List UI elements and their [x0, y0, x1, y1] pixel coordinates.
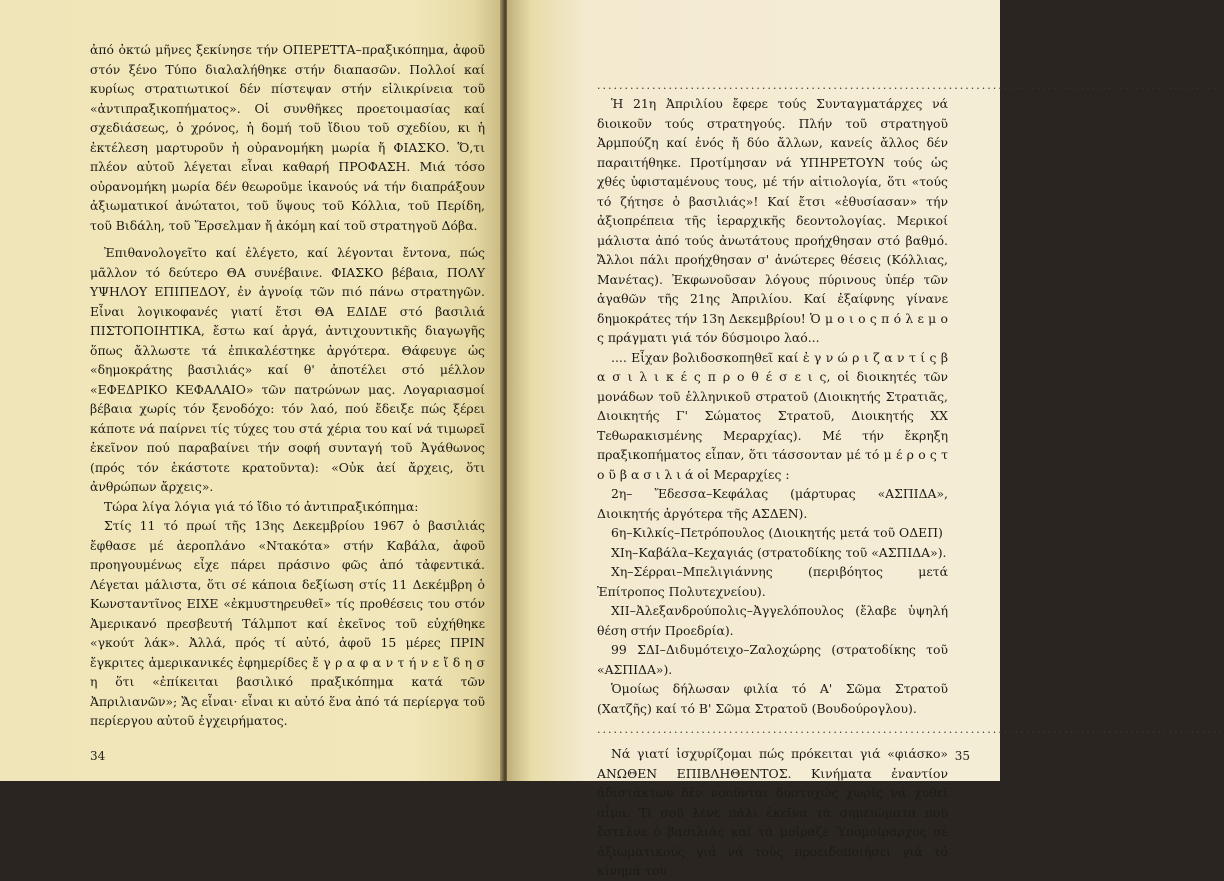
paragraph: Τώρα λίγα λόγια γιά τό ἴδιο τό ἀντιπραξικόπημα: [104, 498, 419, 514]
paragraph: .... Εἶχαν βολιδοσκοπηθεῖ καί ἐ γ ν ώ ρ ι ζ α ν τ ί ς β α σ ι λ ι κ έ ς π ρ ο θ έ σ ε ι ς, οἱ διοικητές τῶν μονάδων τοῦ ἑλληνικοῦ στρατοῦ (Διοικητής Στρατιᾶς, Διοικητής Γ' Σώματος Στρατοῦ, Διοικητής ΧΧ Τεθωρακισμένης Μεραρχίας). Μέ τήν ἔκρηξη πραξικοπήματος εἶπαν, ὅτι τάσσονταν μέ τό μ έ ρ ο ς τ ο ῦ β α σ ι λ ι ά οἱ Μεραρχίες : [597, 349, 948, 482]
dotted-separator: .................................................................................................................. [597, 79, 1224, 92]
paragraph: Ὁμοίως δήλωσαν φιλία τό Α' Σῶμα Στρατοῦ (Χατζῆς) καί τό Β' Σῶμα Στρατοῦ (Βουδούρογλου). [597, 681, 948, 716]
page-number: 35 [954, 749, 970, 763]
division-list-item: 6η–Κιλκίς–Πετρόπουλος (Διοικητής μετά τοῦ ΟΔΕΠ) [611, 525, 943, 540]
page-number: 34 [90, 749, 106, 763]
paragraph: Ἡ 21η Ἀπριλίου ἔφερε τούς Συνταγματάρχες νά διοικοῦν τούς στρατηγούς. Πλήν τοῦ στρατηγοῦ Ἀρμπούζη καί ἑνός ἤ δύο ἄλλων, κανείς ἄλλος δέν παραιτήθηκε. Προτίμησαν νά ΥΠΗΡΕΤΟΥΝ τούς ὡς χθές ὑφισταμένους τους, μέ τήν αἰτιολογία, ὅτι «τούς τό ζήτησε ὁ βασιλιάς»! Καί ἔτσι «ἐθυσίασαν» τήν ἀξιοπρέπεια τῆς ἱεραρχικῆς δεοντολογίας. Μερικοί μάλιστα ἀπό τούς ἀνωτάτους προήχθησαν στό βαθμό. Ἄλλοι πάλι προήχθησαν σ' ἀνώτερες θέσεις (Κόλλιας, Μανέτας). Ἐκφωνοῦσαν λόγους πύρινους ὑπέρ τῶν ἀγαθῶν τῆς 21ης Ἀπριλίου. Καί ἐξαίφνης γίνανε δημοκράτες τήν 13η Δεκεμβρίου! Ὁ μ ο ι ο ς π ό λ ε μ ο ς πράγματι γιά τόν δύσμοιρο λαό... [597, 96, 948, 345]
division-list-item: Χη–Σέρραι–Μπελιγιάννης (περιβόητος μετά Ἐπίτροπος Πολυτεχνείου). [597, 564, 948, 599]
left-page [0, 0, 503, 781]
paragraph: ἀπό ὀκτώ μῆνες ξεκίνησε τήν ΟΠΕΡΕΤΤΑ–πραξικόπημα, ἀφοῦ στόν ξένο Τύπο διαλαλήθηκε στήν διαπασῶν. Πολλοί καί κυρίως στρατιωτικοί δέν πίστεψαν στήν εἰλικρίνεια τοῦ «ἀντιπραξικοπήματος». Οἱ συνθῆκες προετοιμασίας καί σχεδιάσεως, ὁ χρόνος, ἡ δομή τοῦ ἴδιου τοῦ σχεδίου, κι ἡ ἐκτέλεση μαρτυροῦν ἡ οὐρανομήκη μωρία ἤ ΦΙΑΣΚΟ. Ὅ,τι πλέον αὐτοῦ λέγεται εἶναι καθαρή ΠΡΟΦΑΣΗ. Μιά τόσο οὐρανομήκη μωρία δέν θεωροῦμε ἱκανούς νά τήν διαπράξουν ἀξιωματικοί ἀνώτατοι, τοῦ ὕψους τοῦ Κόλλια, τοῦ Περίδη, τοῦ Βιδάλη, τοῦ Ἔρσελμαν ἤ ἀκόμη καί τοῦ στρατηγοῦ Δόβα. [90, 42, 485, 233]
division-list-item: ΧΙΙ–Ἀλεξανδρούπολις–Ἀγγελόπουλος (ἔλαβε ὑψηλή θέση στήν Προεδρία). [597, 603, 948, 638]
right-page [507, 0, 1224, 878]
division-list-item: 2η– Ἔδεσσα–Κεφάλας (μάρτυρας «ΑΣΠΙΔΑ», Διοικητής ἀργότερα τῆς ΑΣΔΕΝ). [597, 486, 948, 521]
paragraph: Στίς 11 τό πρωί τῆς 13ης Δεκεμβρίου 1967 ὁ βασιλιάς ἔφθασε μέ ἀεροπλάνο «Ντακότα» στήν Καβάλα, ἀφοῦ προηγουμένως εἶχε πάρει πράσινο φῶς ἀπό τἀφεντικά. Λέγεται μάλιστα, ὅτι σέ κάποια δεξίωση στίς 11 Δεκέμβρη ὁ Κωνσταντῖνος ΕΙΧΕ «ἐκμυστηρευθεῖ» τίς προθέσεις του στόν Ἀμερικανό πρεσβευτή Τάλμποτ καί ἐκεῖνος τοῦ εὐχήθηκε «γκούτ λάκ». Ἀλλά, πρός τί αὐτό, ἀφοῦ 15 μέρες ΠΡΙΝ ἔγκριτες ἀμερικανικές ἐφημερίδες ἔ γ ρ α φ α ν τ ή ν ε ἴ δ η σ η ὅτι «ἐπίκειται βασιλικό πραξικόπημα κατά τῶν Ἀπριλιανῶν»; Ἄς εἶναι· εἶναι κι αὐτό ἕνα ἀπό τά περίεργα τοῦ περίεργου αὐτοῦ ἐγχειρήματος. [90, 518, 485, 728]
division-list-item: 99 ΣΔΙ–Διδυμότειχο–Ζαλοχώρης (στρατοδίκης τοῦ «ΑΣΠΙΔΑ»). [597, 642, 948, 677]
division-list-item: ΧΙη–Καβάλα–Κεχαγιάς (στρατοδίκης τοῦ «ΑΣΠΙΔΑ»). [611, 544, 947, 560]
paragraph: Νά γιατί ἰσχυρίζομαι πώς πρόκειται γιά «φιάσκο» ΑΝΩΘΕΝ ΕΠΙΒΛΗΘΕΝΤΟΣ. Κινήματα ἐναντίον ἀδιστάκτων δέν νοοῦνται δυστυχώς χωρίς νά χυθεῖ αἷμα. Τί σοῦ λένε πάλι ἐκεῖνα τά σημειώματα πού ἔστελνε ὁ βασιλιάς καί τά μοίραζε Ὑπομοίραρχος σέ ἀξιωματικούς γιά νά τούς προειδοποιήσει γιά τό κίνημά του [597, 746, 948, 878]
paragraph: Ἐπιθανολογεῖτο καί ἐλέγετο, καί λέγονται ἔντονα, πώς μᾶλλον τό δεύτερο ΘΑ συνέβαινε. ΦΙΑΣΚΟ βέβαια, ΠΟΛΥ ΥΨΗΛΟΥ ΕΠΙΠΕΔΟΥ, ἐν ἀγνοίᾳ τῶν πιό πάνω στρατηγῶν. Εἶναι λογικοφανές γιατί ἔτσι ΘΑ ΕΔΙΔΕ στό βασιλιά ΠΙΣΤΟΠΟΙΗΤΙΚΑ, ἔστω καί ἀργά, ἀντιχουντικῆς διαγωγῆς ὅπως ἄλλωστε τά ἐπικαλέστηκε ἀργότερα. Θάφευγε ὡς «δημοκράτης βασιλιάς» καί θ' ἀποτέλει στό μέλλον «ΕΦΕΔΡΙΚΟ ΚΕΦΑΛΑΙΟ» τῶν πατρώνων μας. Λογαριασμοί βέβαια χωρίς τόν ξενοδόχο: τόν λαό, πού ἔδειξε πώς ξέρει κάποτε νά παίρνει τίς τύχες του στά χέρια του καί νά τιμωρεῖ ἐκεῖνον πού παραβαίνει τήν σοφή συνταγή τοῦ Ἀγάθωνος (πρός τόν ἑκάστοτε κρατοῦντα): «Οὐκ ἀεί ἄρχεις, ὅτι ἀνθρώπων ἄρχεις». [90, 245, 485, 494]
dotted-separator: .................................................................................................................. [597, 723, 1224, 736]
left-page-text [90, 40, 485, 731]
